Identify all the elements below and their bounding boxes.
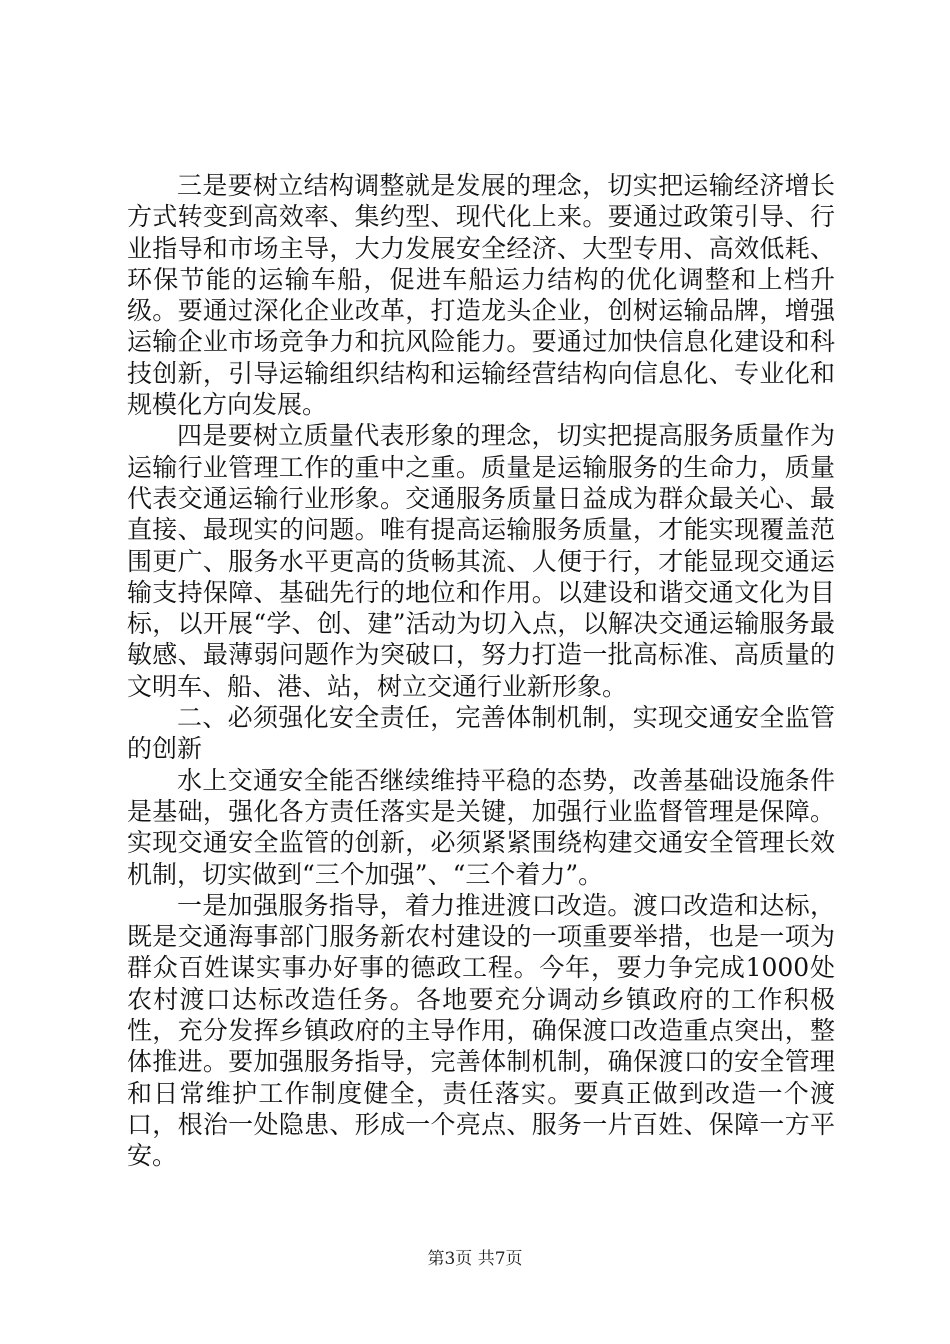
paragraph-quality-image: 四是要树立质量代表形象的理念，切实把提高服务质量作为运输行业管理工作的重中之重。质量是运输服务的生命力，质量代表交通运输行业形象。交通服务质量日益成为群众最关心、最直接、最现实的问题。唯有提高运输服务质量，才能实现覆盖范围更广、服务水平更高的货畅其流、人便于行，才能显现交通运输支持保障、基础先行的地位和作用。以建设和谐交通文化为目标，以开展“学、创、建”活动为切入点，以解决交通运输服务最敏感、最薄弱问题作为突破口，努力打造一批高标准、高质量的文明车、船、港、站，树立交通行业新形象。: [127, 421, 835, 701]
section-heading-safety: 二、必须强化安全责任，完善体制机制，实现交通安全监管的创新: [127, 703, 835, 764]
page-footer: 第3页 共7页: [427, 1249, 523, 1269]
paragraph-water-safety: 水上交通安全能否继续维持平稳的态势，改善基础设施条件是基础，强化各方责任落实是关键，加强行业监督管理是保障。实现交通安全监管的创新，必须紧紧围绕构建交通安全管理长效机制，切实做到“三个加强”、“三个着力”。: [127, 765, 835, 889]
document-body: [127, 170, 835, 1172]
paragraph-ferry-renovation: 一是加强服务指导，着力推进渡口改造。渡口改造和达标，既是交通海事部门服务新农村建设的一项重要举措，也是一项为群众百姓谋实事办好事的德政工程。今年，要力争完成1000处农村渡口达标改造任务。各地要充分调动乡镇政府的工作积极性，充分发挥乡镇政府的主导作用，确保渡口改造重点突出，整体推进。要加强服务指导，完善体制机制，确保渡口的安全管理和日常维护工作制度健全，责任落实。要真正做到改造一个渡口，根治一处隐患、形成一个亮点、服务一片百姓、保障一方平安。: [127, 890, 835, 1171]
paragraph-structure-adjustment: 三是要树立结构调整就是发展的理念，切实把运输经济增长方式转变到高效率、集约型、现代化上来。要通过政策引导、行业指导和市场主导，大力发展安全经济、大型专用、高效低耗、环保节能的运输车船，促进车船运力结构的优化调整和上档升级。要通过深化企业改革，打造龙头企业，创树运输品牌，增强运输企业市场竞争力和抗风险能力。要通过加快信息化建设和科技创新，引导运输组织结构和运输经营结构向信息化、专业化和规模化方向发展。: [127, 171, 835, 420]
